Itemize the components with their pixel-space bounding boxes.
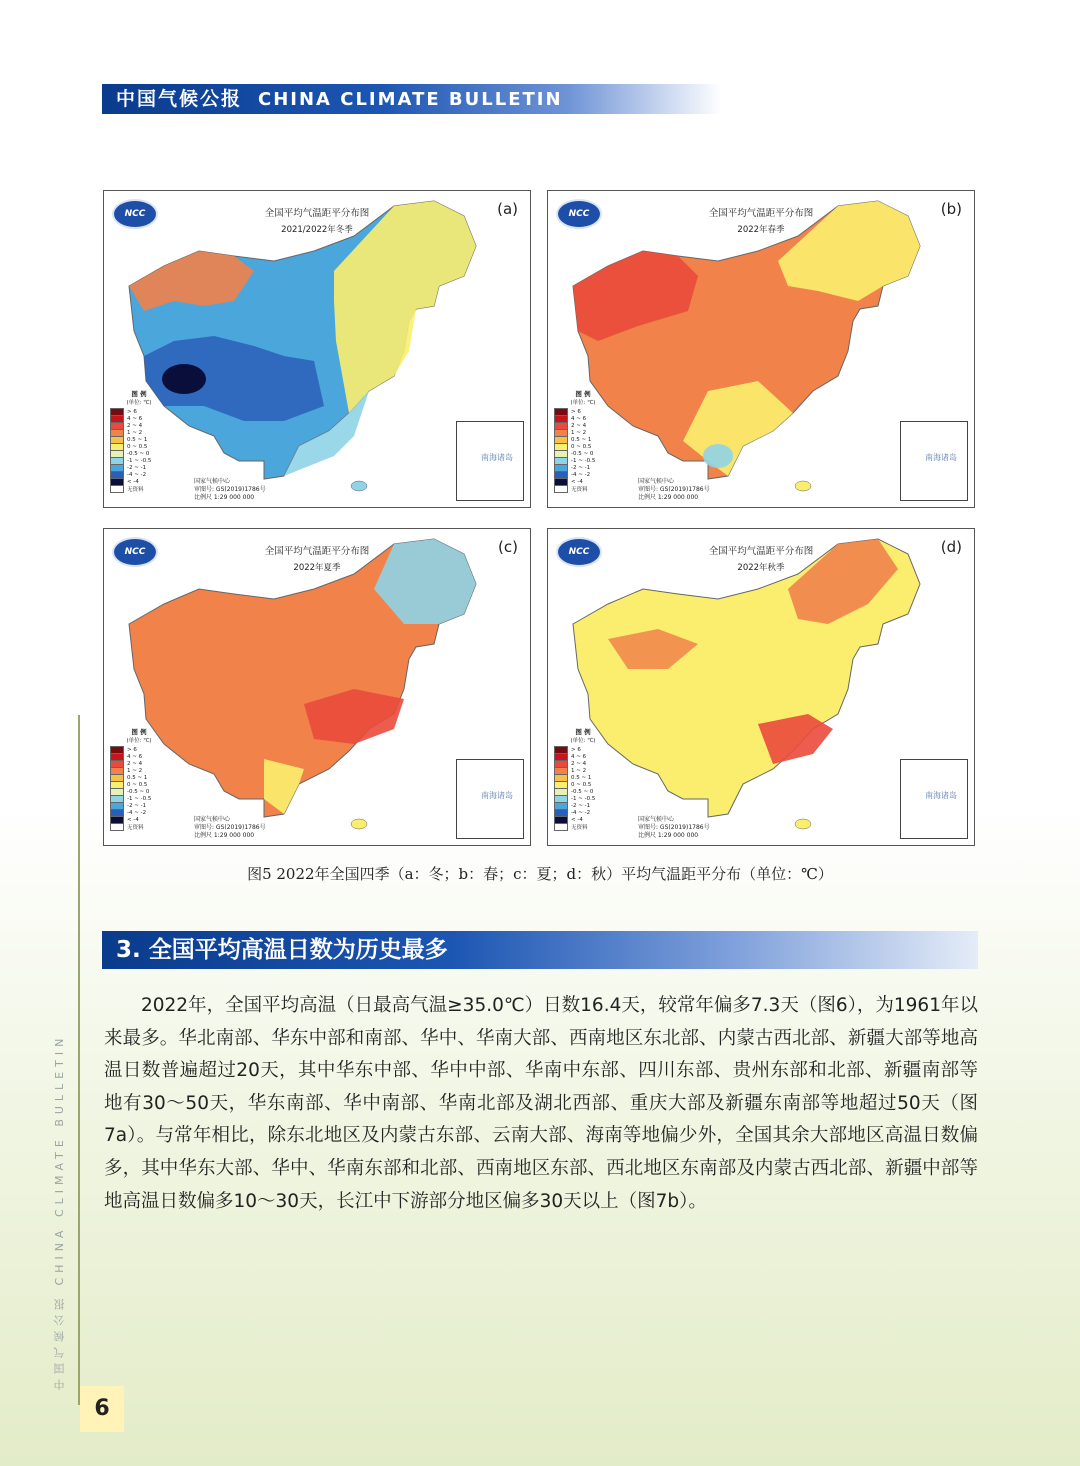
map-subtitle: 2022年夏季: [293, 563, 341, 573]
legend-label: 2 ~ 4: [571, 760, 587, 767]
section-heading: 3. 全国平均高温日数为历史最多: [102, 931, 978, 969]
legend-label: 0 ~ 0.5: [127, 443, 148, 450]
legend: [110, 727, 168, 830]
legend-label: -0.5 ~ 0: [127, 788, 150, 795]
legend-label: > 6: [127, 746, 137, 753]
south-china-sea-inset: 南海诸岛: [456, 759, 524, 839]
south-china-sea-inset: 南海诸岛: [900, 421, 968, 501]
legend-label: 无资料: [571, 824, 588, 831]
legend-label: 0.5 ~ 1: [571, 436, 592, 443]
map-panel-a: [103, 190, 531, 508]
legend-label: -4 ~ -2: [571, 471, 591, 478]
south-china-sea-inset: 南海诸岛: [456, 421, 524, 501]
legend-label: -4 ~ -2: [127, 471, 147, 478]
legend-label: -0.5 ~ 0: [571, 450, 594, 457]
legend: [554, 727, 612, 830]
header-title-en: CHINA CLIMATE BULLETIN: [258, 89, 563, 110]
legend-label: -4 ~ -2: [571, 809, 591, 816]
map-org: 国家气候中心 审图号: GS(2019)1786号 比例尺 1:29 000 000: [638, 478, 710, 501]
legend-label: > 6: [127, 408, 137, 415]
body-paragraph: 2022年，全国平均高温（日最高气温≥35.0℃）日数16.4天，较常年偏多7.3天（图6），为1961年以来最多。华北南部、华东中部和南部、华中、华南大部、西南地区东北部、内蒙古西北部、新疆大部等地高温日数普遍超过20天，其中华东中部、华中中部、华南中东部、四川东部、贵州东部和北部、新疆南部等地有30～50天，华东南部、华中南部、华南北部及湖北西部、重庆大部及新疆东南部等地超过50天（图7a）。与常年相比，除东北地区及内蒙古东部、云南大部、海南等地偏少外，全国其余大部地区高温日数偏多，其中华东大部、华中、华南东部和北部、西南地区东部、西北地区东南部及内蒙古西北部、新疆中部等地高温日数偏多10～30天，长江中下游部分地区偏多30天以上（图7b）。: [104, 995, 978, 1212]
map-letter: (a): [497, 200, 518, 218]
map-org: 国家气候中心 审图号: GS(2019)1786号 比例尺 1:29 000 000: [194, 816, 266, 839]
legend-label: > 6: [571, 746, 581, 753]
map-title: 全国平均气温距平分布图: [264, 546, 370, 557]
map-subtitle: 2021/2022年冬季: [281, 225, 353, 235]
legend-title: 图 例: [575, 390, 591, 398]
map-title: 全国平均气温距平分布图: [708, 546, 814, 557]
legend-label: -1 ~ -0.5: [127, 795, 152, 802]
header-band: [102, 84, 722, 114]
legend-label: < -4: [571, 816, 583, 823]
legend-swatch: [554, 485, 568, 493]
legend: [110, 389, 168, 492]
legend-unit: (单位: ℃): [126, 400, 152, 406]
legend-label: 0.5 ~ 1: [127, 436, 148, 443]
legend-swatch: [110, 823, 124, 831]
legend-label: -0.5 ~ 0: [571, 788, 594, 795]
legend-entry: [110, 485, 168, 492]
legend-label: 2 ~ 4: [127, 760, 143, 767]
legend-label: 0 ~ 0.5: [571, 781, 592, 788]
map-org: 国家气候中心 审图号: GS(2019)1786号 比例尺 1:29 000 000: [194, 478, 266, 501]
legend-label: < -4: [571, 478, 583, 485]
legend-label: -1 ~ -0.5: [571, 795, 596, 802]
legend-label: -2 ~ -1: [571, 802, 591, 809]
legend-label: -0.5 ~ 0: [127, 450, 150, 457]
legend-entry: [554, 485, 612, 492]
legend-unit: (单位: ℃): [126, 738, 152, 744]
ncc-logo: NCC: [112, 537, 158, 567]
legend-label: 0 ~ 0.5: [571, 443, 592, 450]
legend-label: -1 ~ -0.5: [127, 457, 152, 464]
page-number: 6: [80, 1386, 124, 1432]
map-panel-d: [547, 528, 975, 846]
ncc-logo: NCC: [556, 199, 602, 229]
legend-label: > 6: [571, 408, 581, 415]
legend-label: -2 ~ -1: [571, 464, 591, 471]
legend-label: 4 ~ 6: [127, 415, 143, 422]
legend-title: 图 例: [131, 390, 147, 398]
map-letter: (c): [498, 538, 518, 556]
legend-unit: (单位: ℃): [570, 400, 596, 406]
legend-label: 4 ~ 6: [571, 753, 587, 760]
map-panel-b: [547, 190, 975, 508]
map-subtitle: 2022年春季: [737, 225, 785, 235]
legend-label: < -4: [127, 816, 139, 823]
ncc-logo: NCC: [556, 537, 602, 567]
header-title-cn: 中国气候公报: [116, 88, 243, 110]
legend-label: 0 ~ 0.5: [127, 781, 148, 788]
ncc-logo: NCC: [112, 199, 158, 229]
map-panel-c: [103, 528, 531, 846]
figure-caption: 图5 2022年全国四季（a：冬；b：春；c：夏；d：秋）平均气温距平分布（单位：℃）: [247, 865, 833, 883]
map-subtitle: 2022年秋季: [737, 563, 785, 573]
map-title: 全国平均气温距平分布图: [264, 208, 370, 219]
legend-label: 无资料: [127, 824, 144, 831]
legend-entry: [110, 823, 168, 830]
legend-label: 1 ~ 2: [571, 429, 587, 436]
legend-unit: (单位: ℃): [570, 738, 596, 744]
legend-label: < -4: [127, 478, 139, 485]
legend-label: 2 ~ 4: [127, 422, 143, 429]
legend-label: -2 ~ -1: [127, 802, 147, 809]
legend-label: 无资料: [127, 486, 144, 493]
legend-label: 4 ~ 6: [571, 415, 587, 422]
legend-label: 2 ~ 4: [571, 422, 587, 429]
legend-label: 1 ~ 2: [571, 767, 587, 774]
legend-label: 1 ~ 2: [127, 429, 143, 436]
legend-label: -1 ~ -0.5: [571, 457, 596, 464]
legend-label: -4 ~ -2: [127, 809, 147, 816]
legend-swatch: [554, 823, 568, 831]
south-china-sea-inset: 南海诸岛: [900, 759, 968, 839]
legend-label: -2 ~ -1: [127, 464, 147, 471]
legend-title: 图 例: [131, 728, 147, 736]
map-org: 国家气候中心 审图号: GS(2019)1786号 比例尺 1:29 000 000: [638, 816, 710, 839]
legend-entry: [554, 823, 612, 830]
side-running-title: 中国气候公报 CHINA CLIMATE BULLETIN: [53, 1033, 66, 1390]
legend-label: 1 ~ 2: [127, 767, 143, 774]
map-letter: (d): [940, 538, 962, 556]
legend-title: 图 例: [575, 728, 591, 736]
legend-label: 0.5 ~ 1: [127, 774, 148, 781]
legend-label: 0.5 ~ 1: [571, 774, 592, 781]
legend: [554, 389, 612, 492]
legend-label: 无资料: [571, 486, 588, 493]
legend-swatch: [110, 485, 124, 493]
map-title: 全国平均气温距平分布图: [708, 208, 814, 219]
legend-label: 4 ~ 6: [127, 753, 143, 760]
map-letter: (b): [940, 200, 962, 218]
